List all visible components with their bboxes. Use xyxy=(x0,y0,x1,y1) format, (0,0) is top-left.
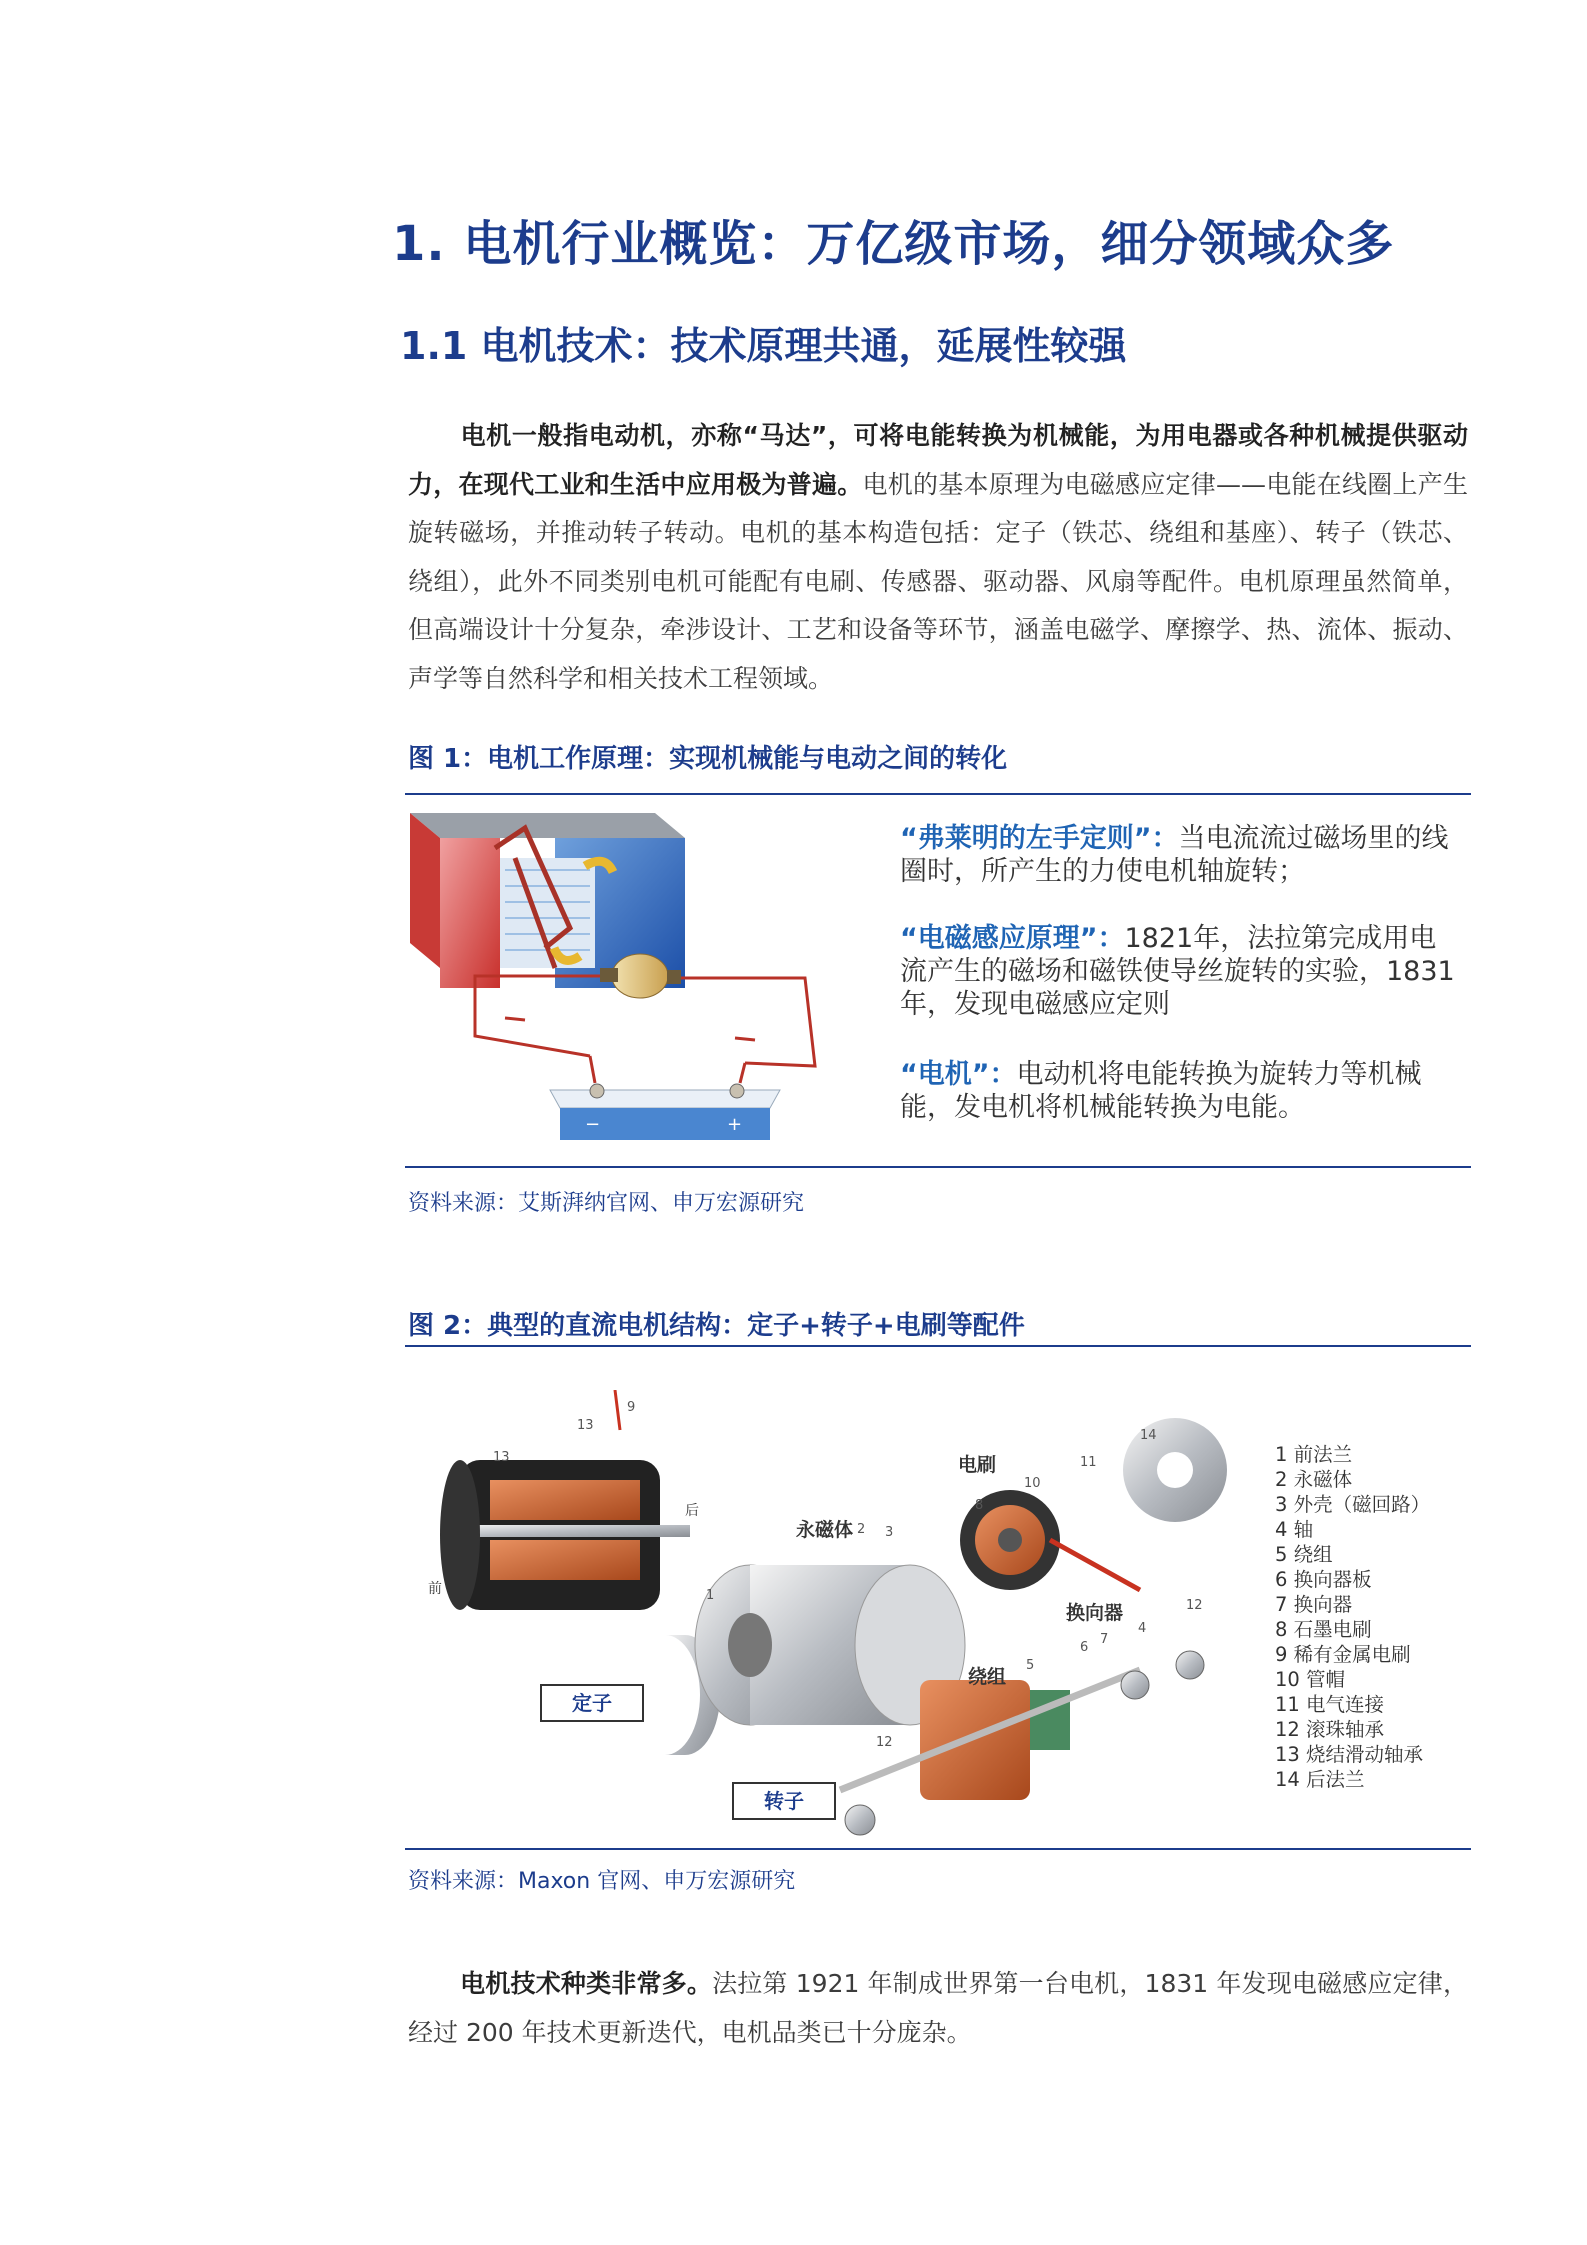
stator-cutaway xyxy=(440,1390,690,1610)
callout-12-right: 12 xyxy=(1186,1598,1203,1613)
callout-9: 9 xyxy=(627,1400,636,1415)
callout-8: 8 xyxy=(975,1498,984,1513)
figure1-note-motor xyxy=(900,1058,1460,1124)
figure1-note-induction xyxy=(900,922,1460,1021)
figure2-source: 资料来源：Maxon 官网、申万宏源研究 xyxy=(408,1869,796,1894)
rear-flange xyxy=(1123,1418,1227,1522)
closing-paragraph xyxy=(408,1960,1468,2057)
intro-bold-text: 电机一般指电动机，亦称“马达”，可将电能转换为机械能，为用电器或各种机械提供驱动力，在现代工业和生活中应用极为普遍。 xyxy=(408,421,1468,499)
label-brush: 电刷 xyxy=(958,1454,997,1476)
battery-plus-sign: + xyxy=(727,1114,743,1135)
stator-label-box: 定子 xyxy=(540,1684,644,1722)
callout-13-top: 13 xyxy=(577,1418,594,1433)
legend-item: 2 永磁体 xyxy=(1275,1468,1353,1491)
figure1-top-rule xyxy=(405,793,1471,795)
legend-item: 13 烧结滑动轴承 xyxy=(1275,1743,1424,1766)
section-heading-1-1: 1.1 电机技术：技术原理共通，延展性较强 xyxy=(400,324,1127,368)
legend-item: 1 前法兰 xyxy=(1275,1443,1353,1466)
legend-item: 10 管帽 xyxy=(1275,1668,1346,1691)
callout-1: 1 xyxy=(706,1588,715,1603)
figure2-bottom-rule xyxy=(405,1848,1471,1850)
legend-item: 9 稀有金属电刷 xyxy=(1275,1643,1411,1666)
battery xyxy=(550,1084,780,1140)
legend-item: 6 换向器板 xyxy=(1275,1568,1372,1591)
ball-bearing-right xyxy=(1121,1671,1149,1699)
callout-14: 14 xyxy=(1140,1428,1157,1443)
motor-principle-illustration xyxy=(405,808,845,1148)
brush-assembly xyxy=(960,1490,1140,1590)
callout-10: 10 xyxy=(1024,1476,1041,1491)
legend-item: 5 绕组 xyxy=(1275,1543,1333,1566)
legend-item: 11 电气连接 xyxy=(1275,1693,1385,1716)
callout-3: 3 xyxy=(885,1525,894,1540)
closing-body-text: 法拉第 1921 年制成世界第一台电机，1831 年发现电磁感应定律，经过 200 年技术更新迭代，电机品类已十分庞杂。 xyxy=(408,1969,1468,2047)
note-term: “电磁感应原理”： xyxy=(900,923,1125,954)
rotor-label-box: 转子 xyxy=(732,1782,836,1820)
legend-item: 14 后法兰 xyxy=(1275,1768,1365,1791)
closing-bold-text: 电机技术种类非常多。 xyxy=(460,1969,713,1998)
callout-4: 4 xyxy=(1138,1621,1147,1636)
label-front: 前 xyxy=(428,1581,442,1597)
note-text: 电动机将电能转换为旋转力等机械能，发电机将机械能转换为电能。 xyxy=(900,1059,1422,1123)
figure1-title: 图 1：电机工作原理：实现机械能与电动之间的转化 xyxy=(408,744,1008,774)
legend-item: 8 石墨电刷 xyxy=(1275,1618,1372,1641)
label-winding: 绕组 xyxy=(968,1666,1007,1688)
figure1-note-fleming xyxy=(900,822,1460,888)
note-text: 当电流流过磁场里的线圈时，所产生的力使电机轴旋转； xyxy=(900,823,1449,887)
intro-paragraph xyxy=(408,412,1468,703)
note-term: “电机”： xyxy=(900,1059,1017,1090)
legend-item: 3 外壳（磁回路） xyxy=(1275,1493,1431,1516)
parts-legend xyxy=(1275,1442,1475,1792)
label-magnet: 永磁体 xyxy=(796,1519,854,1541)
figure1-source: 资料来源：艾斯湃纳官网、申万宏源研究 xyxy=(408,1191,805,1216)
intro-body-text: 电机的基本原理为电磁感应定律——电能在线圈上产生旋转磁场，并推动转子转动。电机的基本构造包括：定子（铁芯、绕组和基座）、转子（铁芯、绕组），此外不同类别电机可能配有电刷、传感器、驱动器、风扇等配件。电机原理虽然简单，但高端设计十分复杂，牵涉设计、工艺和设备等环节，涵盖电磁学、摩擦学、热、流体、振动、声学等自然科学和相关技术工程领域。 xyxy=(408,469,1468,693)
ball-bearing-bottom xyxy=(845,1805,875,1835)
callout-7: 7 xyxy=(1100,1632,1109,1647)
legend-item: 7 换向器 xyxy=(1275,1593,1353,1616)
callout-2: 2 xyxy=(857,1522,866,1537)
legend-item: 12 滚珠轴承 xyxy=(1275,1718,1385,1741)
section-heading-1: 1. 电机行业概览：万亿级市场，细分领域众多 xyxy=(392,216,1395,272)
label-back: 后 xyxy=(685,1503,699,1519)
callout-6: 6 xyxy=(1080,1640,1089,1655)
callout-13-left: 13 xyxy=(493,1450,510,1465)
figure2-top-rule xyxy=(405,1345,1471,1347)
figure2-title: 图 2：典型的直流电机结构：定子+转子+电刷等配件 xyxy=(408,1311,1025,1341)
legend-item: 4 轴 xyxy=(1275,1518,1314,1541)
sintered-bearing-right xyxy=(1176,1651,1204,1679)
label-commutator: 换向器 xyxy=(1066,1602,1124,1624)
battery-minus-sign: − xyxy=(585,1114,601,1135)
note-term: “弗莱明的左手定则”： xyxy=(900,823,1179,854)
callout-5: 5 xyxy=(1026,1658,1035,1673)
note-text: 1821年，法拉第完成用电流产生的磁场和磁铁使导丝旋转的实验，1831年，发现电磁感应定则 xyxy=(900,923,1455,1020)
figure1-bottom-rule xyxy=(405,1166,1471,1168)
callout-12-bottom: 12 xyxy=(876,1735,893,1750)
callout-11: 11 xyxy=(1080,1455,1097,1470)
dc-motor-exploded-diagram xyxy=(420,1390,1260,1840)
